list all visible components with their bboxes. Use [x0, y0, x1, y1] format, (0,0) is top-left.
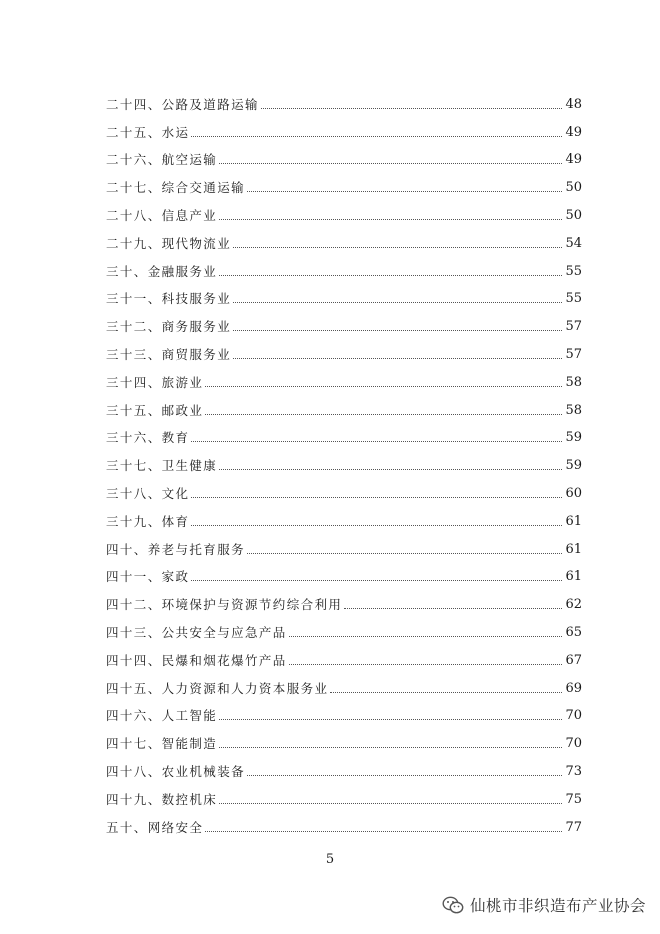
toc-entry-page: 61: [565, 513, 582, 529]
toc-entry: [106, 529, 582, 557]
toc-entry-page: 55: [565, 263, 582, 279]
toc-dot-leader: [219, 747, 562, 748]
toc-entry: [106, 334, 582, 362]
toc-entry: [106, 84, 582, 112]
toc-dot-leader: [289, 664, 563, 665]
toc-entry-title: 三十一、科技服务业: [106, 291, 232, 307]
toc-entry-title: 三十九、体育: [106, 513, 190, 529]
toc-entry: [106, 612, 582, 640]
toc-entry-title: 二十六、航空运输: [106, 152, 218, 168]
toc-entry: [106, 584, 582, 612]
toc-dot-leader: [233, 330, 562, 331]
toc-entry-page: 60: [565, 485, 582, 501]
toc-entry-title: 四十、养老与托育服务: [106, 541, 246, 557]
toc-entry: [106, 473, 582, 501]
toc-dot-leader: [289, 636, 563, 637]
toc-entry: [106, 807, 582, 835]
toc-entry-page: 50: [565, 207, 582, 223]
toc-entry-title: 三十、金融服务业: [106, 263, 218, 279]
toc-entry-page: 62: [565, 597, 582, 613]
toc-entry: [106, 251, 582, 279]
toc-entry-page: 49: [565, 124, 582, 140]
toc-entry: [106, 723, 582, 751]
toc-dot-leader: [191, 580, 562, 581]
toc-entry-page: 77: [565, 819, 582, 835]
toc-entry: [106, 751, 582, 779]
toc-entry-title: 四十一、家政: [106, 569, 190, 585]
toc-entry-page: 58: [565, 402, 582, 418]
toc-entry-page: 70: [565, 708, 582, 724]
toc-entry-title: 三十四、旅游业: [106, 374, 204, 390]
toc-entry: [106, 557, 582, 585]
toc-entry: [106, 390, 582, 418]
toc-dot-leader: [233, 358, 562, 359]
toc-entry-page: 73: [565, 763, 582, 779]
toc-entry-page: 57: [565, 346, 582, 362]
toc-dot-leader: [344, 608, 562, 609]
toc-entry: [106, 696, 582, 724]
toc-dot-leader: [219, 219, 562, 220]
toc-entry-page: 75: [565, 791, 582, 807]
watermark-text: 仙桃市非织造布产业协会: [469, 897, 646, 915]
toc-entry-page: 58: [565, 374, 582, 390]
toc-entry-title: 四十六、人工智能: [106, 708, 218, 724]
toc-entry: [106, 779, 582, 807]
toc-dot-leader: [205, 831, 562, 832]
toc-dot-leader: [219, 275, 562, 276]
toc-entry-page: 48: [565, 96, 582, 112]
wechat-icon: [442, 896, 464, 914]
wechat-watermark: [442, 894, 646, 916]
toc-entry-page: 57: [565, 319, 582, 335]
toc-entry-title: 四十四、民爆和烟花爆竹产品: [106, 652, 287, 668]
toc-dot-leader: [219, 469, 562, 470]
toc-entry-page: 61: [565, 569, 582, 585]
toc-dot-leader: [247, 775, 562, 776]
toc-entry: [106, 195, 582, 223]
toc-entry-page: 50: [565, 180, 582, 196]
toc-dot-leader: [233, 247, 562, 248]
toc-dot-leader: [191, 441, 562, 442]
toc-entry-title: 二十七、综合交通运输: [106, 180, 246, 196]
toc-entry-title: 四十五、人力资源和人力资本服务业: [106, 680, 329, 696]
toc-entry-page: 67: [565, 652, 582, 668]
toc-entry: [106, 223, 582, 251]
toc-entry-title: 三十五、邮政业: [106, 402, 204, 418]
toc-entry: [106, 167, 582, 195]
toc-entry-title: 三十三、商贸服务业: [106, 346, 232, 362]
toc-entry-title: 三十八、文化: [106, 485, 190, 501]
toc-entry: [106, 668, 582, 696]
toc-entry-title: 二十八、信息产业: [106, 207, 218, 223]
toc-entry-title: 四十七、智能制造: [106, 736, 218, 752]
toc-entry-page: 49: [565, 152, 582, 168]
toc-entry: [106, 279, 582, 307]
toc-entry-title: 四十八、农业机械装备: [106, 763, 246, 779]
toc-entry-title: 二十四、公路及道路运输: [106, 96, 259, 112]
toc-entry: [106, 362, 582, 390]
toc-entry-title: 二十九、现代物流业: [106, 235, 232, 251]
toc-entry-title: 三十六、教育: [106, 430, 190, 446]
toc-dot-leader: [205, 386, 562, 387]
toc-entry-page: 65: [565, 624, 582, 640]
toc-dot-leader: [191, 136, 562, 137]
toc-entry: [106, 640, 582, 668]
toc-entry: [106, 501, 582, 529]
toc-entry: [106, 306, 582, 334]
toc-entry-title: 三十二、商务服务业: [106, 319, 232, 335]
toc-entry-title: 二十五、水运: [106, 124, 190, 140]
page-number: 5: [325, 852, 335, 867]
toc-entry-page: 70: [565, 736, 582, 752]
toc-entry-title: 四十二、环境保护与资源节约综合利用: [106, 597, 343, 613]
toc-dot-leader: [247, 553, 562, 554]
toc-entry-page: 59: [565, 458, 582, 474]
toc-entry-title: 四十九、数控机床: [106, 791, 218, 807]
table-of-contents: [106, 84, 582, 835]
toc-dot-leader: [233, 302, 562, 303]
toc-dot-leader: [205, 414, 562, 415]
toc-dot-leader: [191, 497, 562, 498]
toc-entry-page: 59: [565, 430, 582, 446]
toc-entry-title: 五十、网络安全: [106, 819, 204, 835]
toc-entry-page: 61: [565, 541, 582, 557]
toc-entry-page: 55: [565, 291, 582, 307]
toc-dot-leader: [219, 719, 562, 720]
toc-entry: [106, 445, 582, 473]
toc-entry: [106, 418, 582, 446]
toc-entry-page: 69: [565, 680, 582, 696]
toc-dot-leader: [247, 191, 562, 192]
toc-dot-leader: [219, 803, 562, 804]
toc-entry-page: 54: [565, 235, 582, 251]
toc-entry: [106, 112, 582, 140]
toc-dot-leader: [330, 692, 562, 693]
toc-entry-title: 三十七、卫生健康: [106, 458, 218, 474]
toc-dot-leader: [219, 163, 562, 164]
toc-entry: [106, 140, 582, 168]
toc-dot-leader: [261, 108, 563, 109]
toc-dot-leader: [191, 525, 562, 526]
toc-entry-title: 四十三、公共安全与应急产品: [106, 624, 287, 640]
